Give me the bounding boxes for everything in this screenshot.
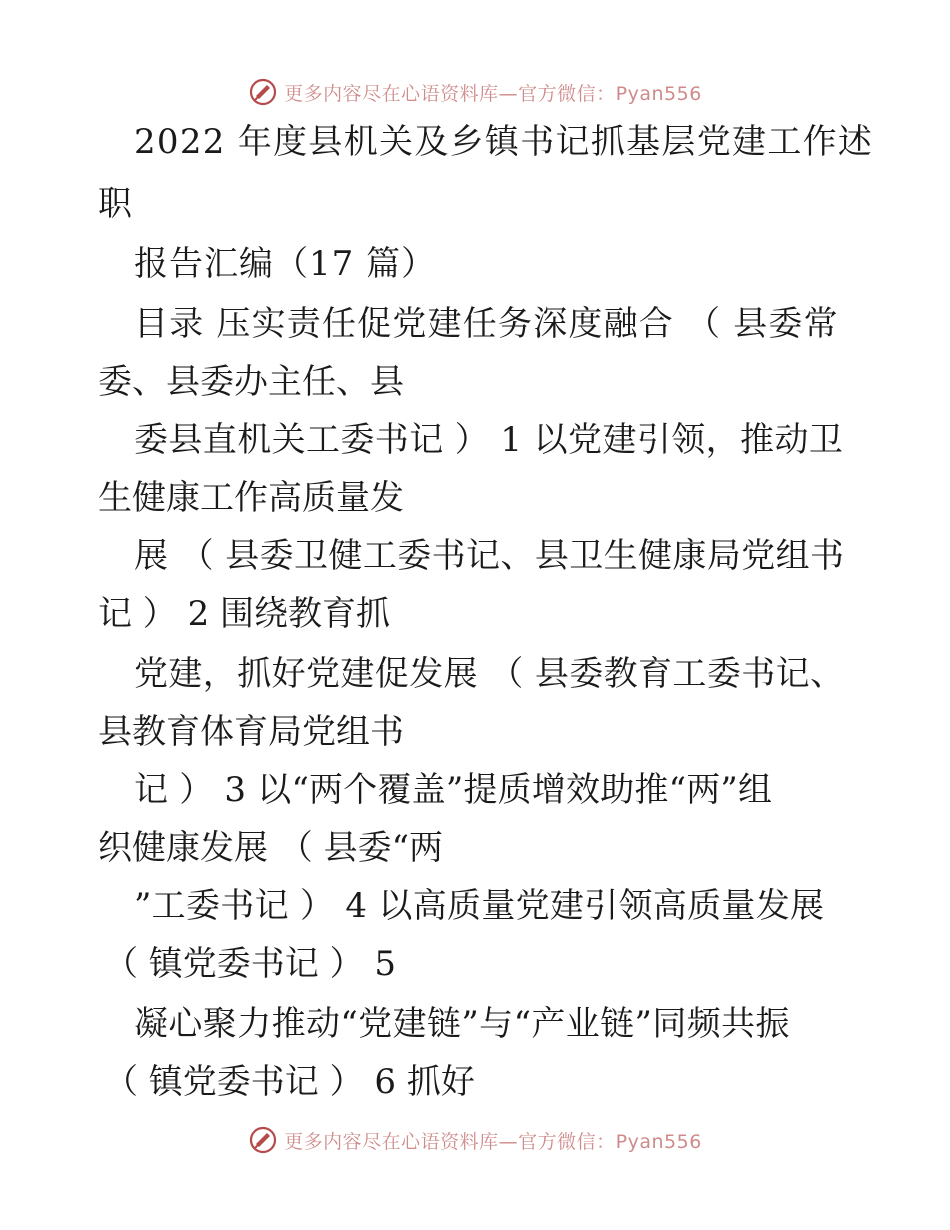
text-line: （ 镇党委书记 ） 5 [104,944,397,984]
text-line: 生健康工作高质量发 [98,478,404,518]
header-banner-text: 更多内容尽在心语资料库—官方微信：Pyan556 [284,82,702,105]
text-line: 记 ） 3 以“两个覆盖”提质增效助推“两”组 [134,770,773,810]
book-logo-icon [248,77,278,107]
text-line: 党建，抓好党建促发展 （ 县委教育工委书记、 [134,654,845,694]
text-line: 记 ） 2 围绕教育抓 [98,594,391,634]
text-line: ”工委书记 ） 4 以高质量党建引领高质量发展 [134,886,825,926]
book-logo-icon [248,1125,278,1155]
header-banner [0,72,950,112]
text-line: 织健康发展 （ 县委“两 [98,828,443,868]
text-line: 凝心聚力推动“党建链”与“产业链”同频共振 [134,1004,790,1044]
text-line: 职 [98,184,132,224]
text-line: （ 镇党委书记 ） 6 抓好 [104,1062,475,1102]
footer-banner [0,1120,950,1160]
text-line: 2022 年度县机关及乡镇书记抓基层党建工作述 [134,122,874,162]
text-line: 展 （ 县委卫健工委书记、县卫生健康局党组书 [134,536,845,576]
text-line: 报告汇编（17 篇） [134,244,437,284]
text-line: 目录 压实责任促党建任务深度融合 （ 县委常 [134,304,839,344]
text-line: 委县直机关工委书记 ） 1 以党建引领，推动卫 [134,420,844,460]
footer-banner-text: 更多内容尽在心语资料库—官方微信：Pyan556 [284,1130,702,1153]
text-line: 委、县委办主任、县 [98,362,404,402]
text-line: 县教育体育局党组书 [98,712,404,752]
